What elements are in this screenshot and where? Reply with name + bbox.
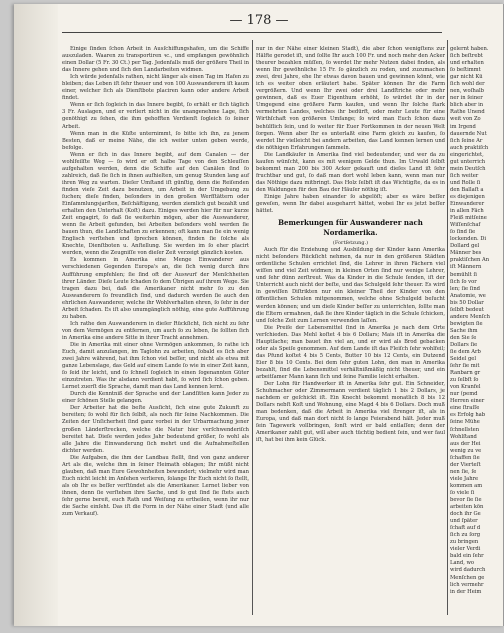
- text-line: ſchaffen ſie: [450, 454, 480, 461]
- text-line: Dollars ſie: [450, 341, 478, 348]
- text-line: praktiſchen An: [450, 257, 490, 264]
- text-line: aus der Hei: [450, 440, 481, 447]
- text-line: ſo beſtimmt: [450, 67, 481, 74]
- text-line: doch ihr Ge: [450, 511, 481, 518]
- text-line: Herren einer: [450, 398, 485, 405]
- section-subheading: (Fortſetzung.): [332, 240, 369, 247]
- text-line: ſich wohl der: [450, 81, 485, 88]
- paragraph: Wenn er ſich ſogleich in das Innere begibt, ſo erhält er ſich täglich 3 Fr. Auslagen, und er verliert nicht in die unangenehme Lage, ſich genöthigt zu ſehen, die ihm gehofften Verdienſt ſogleich ſo ſeiner Arbeit.: [62, 102, 249, 130]
- text-line: gar nicht Kü: [450, 74, 483, 81]
- text-line: und Rolle ſi: [450, 179, 481, 186]
- text-line: eingerichtet,: [450, 151, 484, 158]
- text-line: Rathe Unend: [450, 109, 485, 116]
- column-2-body: [256, 247, 445, 444]
- text-line: in der Heim: [450, 588, 482, 595]
- text-line: ſich ſeine Ar: [450, 137, 483, 144]
- text-line: ſchnellsten: [450, 426, 480, 433]
- paragraph: Wenn man in die Küſte unternimmt, ſo bitte ich ihn, zu jenem Besten, daß er meine Nähe, die ich weiter unten geben werde, befolge.: [62, 130, 249, 151]
- text-line: bevor ſie ſie: [450, 497, 482, 503]
- text-line: andere Menſch: [450, 313, 490, 320]
- text-line: wenig zu ve: [450, 447, 482, 454]
- text-line: ner in ſeiner: [450, 95, 483, 102]
- text-line: bis 50 Dollar: [450, 299, 484, 306]
- paragraph: Auch für die Erziehung und Ausbildung der Kinder kann Amerika nicht beſonders Rückſicht nehmen, da nur in den größeren Städten ordentliche Schulen errichtet ſind, die Lehrer in ihren Fächern viel wiſſen und viel Zeit widmen; in kleinen Orten ſind nur wenige Lehrer, und ſehr dünn zerſtreut. Was da Kinder in die Schule ſenden, iſt der Unterricht auch nicht der beſte, und das Schulgeld ſehr theuer. Es wird in gewiſſen Diſtrikten nur ein kleiner Theil der Kinder von den öffentlichen Schulen mitgenommen, welche ohne Schulgeld beſucht werden können; und um dieſe Kinder beſſer zu unterrichten, ſollte man die Eltern ermahnen, daß ſie ihre Kinder täglich in die Schule ſchicken, und ſolche Zeit zum Lernen verwenden laſſen.: [256, 247, 445, 324]
- page-number: — 178 —: [229, 13, 289, 28]
- paragraph: Ich rathe den Auswanderern in dieſer Rückſicht, ſich nicht zu ſehr von dem Vermögen zu entfernen, um auch ſo zu leben, ſie ſollten ſich in Amerika eine andere Sitte in ihrer Tracht annehmen.: [62, 320, 249, 341]
- text-line: Seidel gel: [450, 356, 477, 363]
- text-line: Menſchen ge: [450, 574, 485, 581]
- text-line: ſich ſo vor: [450, 278, 477, 285]
- text-line: ſo viele ſi: [450, 489, 475, 496]
- text-line: len; ſie ſind: [450, 285, 481, 292]
- text-line: lich vermehr: [450, 581, 484, 588]
- text-line: Dollard gel: [450, 243, 480, 250]
- text-line: den Sie ſe: [450, 334, 477, 341]
- text-line: Ranbarn gr: [450, 370, 481, 377]
- text-line: zu ſelbſt ſo: [450, 377, 479, 384]
- paragraph: Ich würde jedenfalls rathen, nicht länger als einen Tag im Hafen zu bleiben; das Leben iſt ſehr theuer und von 100 Auswanderern iſt kaum einer, welcher ſich als Dienſtbote placiren kann oder andere Arbeit findet.: [62, 74, 249, 102]
- column-1: [62, 46, 249, 518]
- text-line: ſeine Mühe: [450, 419, 480, 426]
- text-line: viele Jahre: [450, 475, 479, 482]
- text-line: ſelbſt bedeut: [450, 306, 484, 313]
- column-divider: [447, 40, 448, 615]
- section-heading: Bemerkungen für Auswanderer nach Nordamerika.: [278, 218, 423, 238]
- text-line: mein Deutſch: [450, 165, 486, 172]
- text-line: Land, wo: [450, 560, 475, 567]
- text-line: der Vierteſt: [450, 461, 481, 468]
- column-2: [256, 46, 445, 444]
- column-2-intro: [256, 46, 445, 215]
- text-line: bewigten ſie: [450, 320, 483, 327]
- text-line: ſie dem Arb: [450, 349, 481, 356]
- text-line: eine ſtraſſe: [450, 405, 480, 412]
- paragraph: Wenn er ſich in das Innere begibt, auf dem Canalen — der wohlfeilſte Weg — ſo wird er oft halbe Tage von den Schleuſſen aufgehalten werden, denn die Schiffe auf den Canälen ſind ſo zahlreich, daß ſie ſich in ihnen aufhielten, um genug Stunden lang auf ihren Weg zu warten. Dieſer Umſtand iſt günſtig, denn die Reiſenden finden vieſe Zeit dazu benutzen, um Arbeit in der Umgebung zu ſuchen; dieſe finden, beſonders in den großen Werfſtättern oder Einſammlungsjarſten, Beſchäftigung, werden ziemlich gut bezahlt und erhalten den Unterhalt (Koſt) dazu. Einiges werden hier für nur kurze Zeit engagirt, ſo daß ſie weiterhin mögen, aber die Auswanderer, wenn ſie Arbeit gefunden, bei Arbeiten beſonders wohl werden ſie bauen thun, die Landſchaften zu erkennen; oft kann man ſie ein wenig Englisch verſtehen und ſprechen können, finden ſie ſolche als Knechte, Dienſtboten u. Anſtellung. Sie werden im ſo eher placirt werden, wenn die Zeugniſſe von dieſer Zeit verzeigt gänzlich kosten.: [62, 151, 249, 257]
- text-line: ſchaft auf d: [450, 525, 481, 532]
- text-line: vieler Verdi: [450, 546, 481, 553]
- text-line: dauernde Nut: [450, 130, 487, 137]
- text-line: und erhalten: [450, 60, 484, 67]
- text-line: gut unterrich: [450, 158, 486, 165]
- gutter-shadow: [14, 4, 58, 626]
- paragraph: Die Landkäufer in Amerika ſind viel bedeutender, und wer da zu kaufen wünſcht, kann es mit wenigem Gelde thun. Im Urwald ſelbſt bekommt man 200 bis 300 Acker gekauft und dieſes Land iſt ſehr fruchtbar und gut, ſo daß man dort wohl leben kann, wenn man nur das Nöthige dazu mitbringt. Das Holz ſelbſt iſt das Wichtigſte, da es in den Waldungen für den Bau der Häuſer nöthig iſt.: [256, 151, 445, 193]
- text-line: Anatomie, we: [450, 292, 486, 299]
- text-line: ſich beſtrebt: [450, 53, 483, 60]
- text-line: es Erfolg hab: [450, 412, 486, 419]
- paragraph: Der Lohn für Handwerker iſt in Amerika ſehr gut. Ein Schneider, Schuhmacher oder Zimmermann verdient täglich 1 bis 2 Dollars, je nachdem er geſchickt iſt. Ein Knecht bekommt monatlich 8 bis 12 Dollars nebſt Koſt und Wohnung, eine Magd 4 bis 6 Dollars. Doch muß man bedenken, daß die Arbeit in Amerika viel ſtrenger iſt, als in Europa, und daß man dort nicht ſo lange Feierabend hält. Jeder muß ſein Tagewerk vollbringen, ſonſt wird er bald entlaſſen; denn der Amerikaner zahlt gut, will aber auch tüchtig bedient ſein, und wer faul iſt, hat bei ihm kein Glück.: [256, 381, 445, 444]
- text-line: bald ein ſehr: [450, 553, 484, 560]
- text-line: Einwanderer: [450, 201, 485, 208]
- paragraph: Die in Amerika mit einer ohne Vermögen ankommen, ſo rathe ich Euch, damit anzuſangen, im Taglohn zu arbeiten, ſobald es ſich aber zwei Jahre während, hat ihm ſchon viel beſſer, und nicht als etwa mit ganze Lebenslage, das Geld auf einem Lande ſo wie in einer Zeit kann, ſo ſeid ihr leicht, und ſo ſchnell ſogleich in einen ſogenannten Güter einzutreten. Was ihr alsdann verdient habt, ſo wird ſich ſchon geben. Lernet zuerſt die Sprache, damit man das Land kennen lernt.: [62, 341, 249, 391]
- text-line: in allen Fäch: [450, 208, 484, 215]
- text-line: im Irgend: [450, 123, 476, 130]
- text-line: wird dadurch: [450, 567, 486, 574]
- text-line: Männer bes: [450, 250, 482, 257]
- column-divider: [252, 40, 253, 615]
- text-line: nen, woſhalb: [450, 88, 484, 95]
- text-line: von Kranfel: [450, 384, 481, 391]
- text-line: Wiſſenſchaf: [450, 222, 481, 229]
- text-line: ſo ſind ſie: [450, 229, 476, 236]
- paragraph: Die Preiſe der Lebensmittel ſind in Amerika je nach dem Orte verſchieden. Das Mehl koſtet 4 bis 6 Dollars; Mais iſt in Amerika die Hauptſache; man bauet ihn viel an, und er wird als Brod gebacken oder als Speiſe genommen. Auf dem Lande iſt das Fleiſch ſehr wohlfeil; das Pfund koſtet 4 bis 5 Cents, Butter 10 bis 12 Cents, ein Dutzend Eier 8 bis 10 Cents. Bei dem ſehr guten Lohn, den man in Amerika bezahlt, ſind die Lebensmittel verhältnißmäßig nicht theuer, und ein arbeitſamer Mann kann ſich und ſeine Familie leicht erhalten.: [256, 324, 445, 380]
- text-line: iſt Männern: [450, 264, 482, 271]
- text-line: es diejenigen: [450, 193, 485, 200]
- text-line: nur (pemd: [450, 391, 478, 398]
- text-line: Sache ihm: [450, 327, 478, 334]
- paragraph: Die Aufgaben, die ihm der Landbau ſtellt, ſind von ganz anderer Art als die, welche ihm in ſeiner Heimath oblagen; Ihr müßt nicht glauben, daß man Eure Gewohnheiten bewundert; vielmehr wird man Euch nicht leicht im Anſehen verlieren, ſolange Ihr Euch nicht ſo ſtellt, als ob Ihr es beſſer verſtündet als die Amerikaner. Lernet lieber von ihnen, denn ſie verſtehen ihre Sache, und ſo gut ſind ſie ſtets auch ſehr gerne bereit, euch Rath und Weiſung zu ertheilen, wenn ihr nur die Sache einſeht. Das iſt die Form in der Nähe einer Stadt (und alle zum Verkauf).: [62, 454, 249, 518]
- paragraph: Der Arbeiter hat die beſte Ausſicht, ſich eine gute Zukunft zu bereiten; ſo wohl für ſich ſelbſt, als noch für ſeine Nachkommen. Die Zeiten der Unſicherheit ſind ganz vorbei in der Urbarmachung jener großen Länderſtrecken, welche die Natur hier verſchwenderiſch bereitet hat. Dieſe werden jedes Jahr bedeutend größer, ſo wohl als alle Jahre die Einwanderung ſich mehrt und die Aufnahmeſtellen dichter werden.: [62, 405, 249, 454]
- text-line: bemühlt ſi: [450, 271, 477, 278]
- text-line: Wohlſtand: [450, 433, 477, 440]
- text-line: den Ballaſt a: [450, 186, 484, 193]
- paragraph: nur in der Nähe einer kleinen Stadt), die aber ſchon wenigſtens zur Hälfte gerodet iſt, und ſollte Ihr auch 100 Fr. und noch mehr den Acker theurer bezahlen müſſen, ſo werdet Ihr mehr Nutzen dabei finden, als wenn Ihr gewöhnliche 15 Fr. ſo gänzlich zu roden, und zuzumachen zwei, drei Jahre, ehe Ihr etwas davon bauen und gewinnen könnt, wie ich es weiter oben erläutert habe. Später können Ihr die Farm vergrößern. Und wenn Ihr zwei oder drei Landſtriche oder mehr gewinnen, daß es Euer Eigenthum erhöht, ſo würdet ihr in der Umgegend eine größere Farm kaufen, und wenn Ihr ſolche ſtark vermehrten Landes, welches ihr bedürft, oder mehr Leute für eine Wirthſchaft von größeren Umfange; ſo wird man Euch ſchon dazu behülflich ſein, und ſo weiter für Euer Fortkommen in der neuen Welt ſorgen. Wenn aber Ihr es unterlaßt eine Farm gleich zu kaufen, ſo werdet Ihr vielleicht bei andern arbeiten, das Land kennen lernen und die nöthigen Erfahrungen ſammeln.: [256, 46, 445, 151]
- header-rule: [62, 32, 442, 33]
- text-line: nen ſie, ſe: [450, 468, 477, 475]
- text-line: ſich zu ſorg: [450, 532, 481, 539]
- text-line: Fleiß mitſeine: [450, 215, 487, 222]
- paragraph: Einige Jahre haben einander ſo abgelöſt; aber es wäre beſſer geweſen, wenn Ihr dabei ausgeharrt hättet, wobei Ihr es jetzt beſſer hättet.: [256, 193, 445, 215]
- text-line: arbeiten kön: [450, 504, 484, 511]
- text-line: lockenden. Di: [450, 236, 487, 243]
- paragraph: Einige ſinden ſchon Arbeit in Ausſchiffungshafen, um die Schiffe auszuladen. Waaren zu transportiren ꝛc., und empfangen gewöhnlich einen Dollar (5 Fr. 30 Ct.) per Tag. Jedenfalls muß der größere Theil in das Innere gehen und ſich den Landarbeiten widmen.: [62, 46, 249, 74]
- paragraph: Durch die Kenntniß der Sprache und der Landſitten kann Jeder zu einer ſchönen Stelle gelangen.: [62, 391, 249, 405]
- text-line: kommen am: [450, 482, 483, 489]
- text-line: gelernt haben.: [450, 46, 489, 52]
- column-3-cropped: [450, 46, 502, 596]
- text-line: ſich weiter: [450, 172, 479, 179]
- newspaper-page: [14, 4, 504, 626]
- text-line: und ſpäter: [450, 518, 478, 525]
- text-line: ſehr ſie mit: [450, 363, 480, 370]
- paragraph: Es kommen in Amerika eine Menge Einwanderer aus verschiedenen Gegenden Europa's an, die ſich wenig durch ihre Aufführung empfehlen; ſie ſind oft der Auswurf der Menſchheiten ihrer Länder. Dieſe Leute ſchaden ſo dem Übrigen auf ihrem Wege. Sie tragen dazu bei, daß die Amerikaner nicht mehr ſo zu den Auswanderern ſo freundlich ſind, und dadurch werden ſie auch den ehrlichen Auswanderer, welche ihr Wohlverhalten ehren, ſo ſehr in der Arbeit ſchaden. Es iſt also unumgänglich nöthig, eine gute Aufführung zu haben.: [62, 257, 249, 320]
- text-line: blich aber in: [450, 102, 484, 109]
- text-line: auch praktiſch: [450, 144, 489, 151]
- text-line: weit von Zo: [450, 116, 481, 123]
- text-line: zu bringen: [450, 539, 479, 546]
